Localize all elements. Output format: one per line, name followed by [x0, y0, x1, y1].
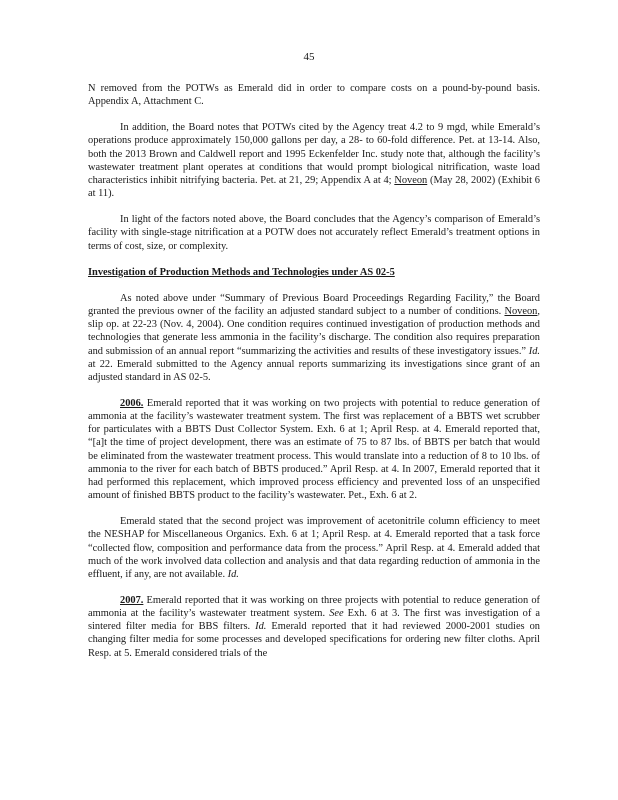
emphasis-text: 2007.	[120, 595, 144, 606]
paragraph	[88, 292, 540, 384]
paragraph	[88, 213, 540, 252]
emphasis-text: See	[329, 608, 344, 620]
paragraph-text: Emerald reported that it had reviewed 2000-2001 studies on changing filter media for some processes and developed specifications for ordering new filter cloths. April Resp. at 5. Emerald considered trials of the	[88, 621, 540, 659]
emphasis-text: Id.	[227, 568, 239, 580]
paragraph	[88, 515, 540, 581]
paragraph-text: N removed from the POTWs as Emerald did in order to compare costs on a pound-by-pound basis. Appendix A, Attachment C.	[88, 83, 540, 108]
paragraph-text: Emerald stated that the second project was improvement of acetonitrile column efficiency to meet the NESHAP for Miscellaneous Organics. Exh. 6 at 1; April Resp. at 4. Emerald reported that a task force “collected flow, composition and performance data from the process.” April Resp. at 4. Emerald added that much of the work involved data collection and analysis and that data regarding reduction of ammonia in the effluent, if any, are not available.	[88, 516, 540, 580]
paragraph-text: Investigation of Production Methods and Technologies under AS 02-5	[88, 266, 395, 278]
emphasis-text: Id.	[255, 621, 267, 633]
emphasis-text: 2006.	[120, 397, 144, 409]
paragraph	[88, 121, 540, 200]
paragraph	[88, 82, 540, 108]
paragraph-text: In light of the factors noted above, the Board concludes that the Agency’s comparison of Emerald’s facility with single-stage nitrification at a POTW does not accurately reflect Emerald’s treatment options in terms of cost, size, or complexity.	[88, 214, 540, 252]
paragraph-text: , slip op. at 22-23 (Nov. 4, 2004). One condition requires continued investigation of production methods and technologies that generate less ammonia in the facility’s discharge. The condition also requires preparation and submission of an annual report “summarizing the activities and results of these investigatory issues.”	[88, 306, 540, 357]
emphasis-text: Id.	[528, 345, 540, 357]
paragraph-text: Emerald reported that it was working on three projects with potential to reduce generation of ammonia at the facility’s wastewater treatment system.	[88, 595, 540, 620]
paragraph-text: (May 28, 2002) (Exhibit 6 at 11).	[88, 174, 540, 200]
document-body	[88, 82, 540, 673]
page-number: 45	[303, 51, 315, 63]
paragraph-text: at 22. Emerald submitted to the Agency annual reports summarizing its investigations since grant of an adjusted standard in AS 02-5.	[88, 358, 540, 383]
paragraph	[88, 594, 540, 660]
paragraph-text: Emerald reported that it was working on two projects with potential to reduce generation of ammonia at the facility’s wastewater treatment system. The first was replacement of a BBTS wet scrubber for particulates with a BBTS Dust Collector System. Exh. 6 at 1; April Resp. at 4. Emerald reported that, “[a]t the time of project development, there was an estimate of 75 to 87 lbs. of BBTS per batch that would be eliminated from the wastewater treatment process. This would translate into a reduction of 8 to 10 lbs. of ammonia to the river for each batch of BBTS produced.” April Resp. at 4. In 2007, Emerald reported that it had performed this replacement, which improved process efficiency and prevented loss of an unspecified amount of finished BBTS product to the facility’s wastewater. Pet., Exh. 6 at 2.	[88, 397, 540, 502]
paragraph-text: In addition, the Board notes that POTWs cited by the Agency treat 4.2 to 9 mgd, while Emerald’s operations produce approximately 150,000 gallons per day, a 28- to 60-fold difference. Pet. at 13-14. Also, both the 2013 Brown and Caldwell report and 1995 Eckenfelder Inc. study note that, although the facility’s wastewater treatment plant operates at conditions that would prompt biological nitrification, waste load characteristics inhibit nitrifying bacteria. Pet. at 21, 29; Appendix A at 4;	[88, 122, 540, 186]
section-heading	[88, 266, 540, 279]
emphasis-text: Noveon	[394, 174, 428, 186]
paragraph-text: As noted above under “Summary of Previous Board Proceedings Regarding Facility,” the Board granted the previous owner of the facility an adjusted standard subject to a number of conditions.	[88, 292, 540, 318]
emphasis-text: Noveon	[504, 306, 538, 318]
paragraph	[88, 397, 540, 502]
paragraph-text: Exh. 6 at 3. The first was investigation of a sintered filter media for BBS filters.	[88, 608, 541, 633]
